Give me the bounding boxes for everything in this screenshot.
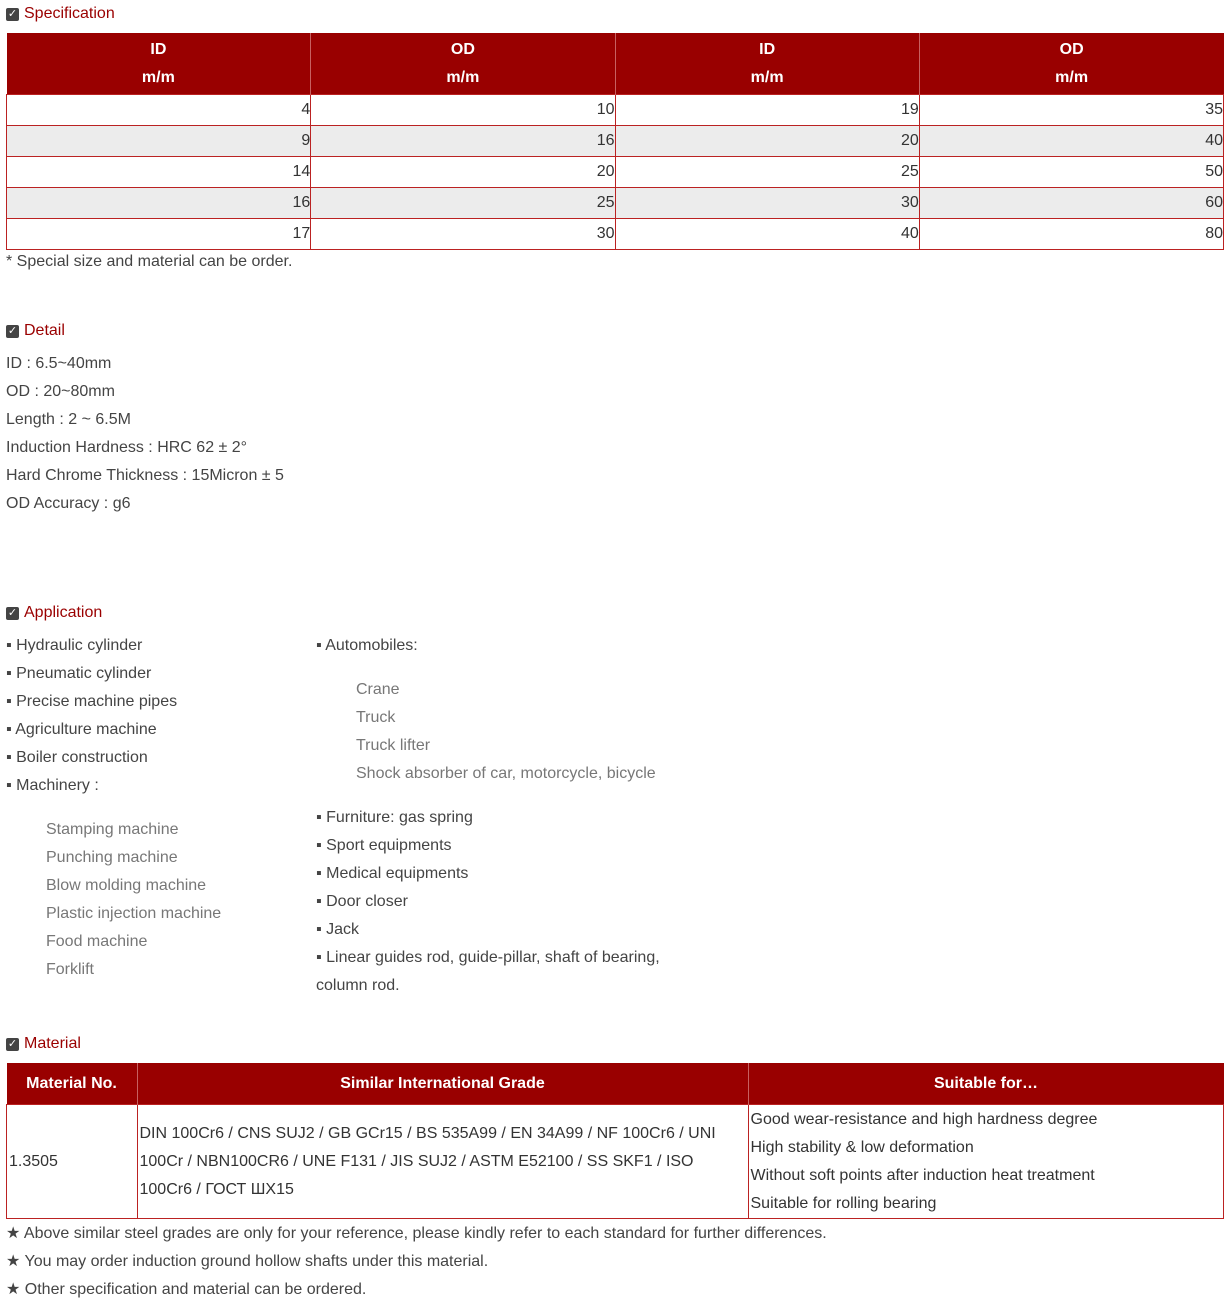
spec-title-text: Specification	[24, 5, 115, 22]
table-cell: 60	[919, 188, 1223, 219]
table-cell: 30	[615, 188, 919, 219]
application-item: ▪ Precise machine pipes	[6, 693, 178, 710]
table-row	[7, 1105, 1224, 1219]
application-item: ▪ Sport equipments	[316, 837, 452, 854]
application-subitem: Stamping machine	[46, 821, 179, 838]
application-subitem: Plastic injection machine	[46, 905, 222, 922]
check-box-icon: ✓	[7, 324, 18, 337]
spec-header-id-2: ID m/m	[615, 33, 919, 95]
material-note: ★ You may order induction ground hollow shafts under this material.	[6, 1253, 489, 1270]
application-subitem: Crane	[356, 681, 400, 698]
material-section-title	[6, 1035, 81, 1053]
detail-line: OD Accuracy : g6	[6, 495, 131, 512]
material-table	[6, 1063, 1224, 1219]
material-note: ★ Above similar steel grades are only for your reference, please kindly refer to each standard for further differences.	[6, 1225, 827, 1242]
table-cell: 50	[919, 157, 1223, 188]
application-subitem: Shock absorber of car, motorcycle, bicycle	[356, 765, 656, 782]
table-row	[7, 188, 1224, 219]
table-row	[7, 95, 1224, 126]
application-item: ▪ Jack	[316, 921, 360, 938]
application-item: ▪ Furniture: gas spring	[316, 809, 473, 826]
table-cell: 20	[311, 157, 615, 188]
application-subitem: Forklift	[46, 961, 94, 978]
application-item: ▪ Automobiles:	[316, 637, 418, 654]
application-item: ▪ Machinery :	[6, 777, 99, 794]
grade-line: 100Cr6 / ГОСТ ШХ15	[139, 1180, 294, 1198]
table-cell: 30	[311, 219, 615, 250]
application-item: ▪ Hydraulic cylinder	[6, 637, 143, 654]
table-cell: 25	[311, 188, 615, 219]
table-cell: 4	[7, 95, 311, 126]
table-cell: 40	[919, 126, 1223, 157]
material-suitable-cell	[748, 1105, 1224, 1219]
table-cell: 20	[615, 126, 919, 157]
table-cell: 35	[919, 95, 1223, 126]
spec-header-id-1: ID m/m	[7, 33, 311, 95]
spec-note: * Special size and material can be order.	[6, 253, 293, 270]
table-row	[7, 157, 1224, 188]
material-number-cell: 1.3505	[7, 1105, 138, 1219]
table-cell: 16	[7, 188, 311, 219]
table-cell: 10	[311, 95, 615, 126]
detail-title-text: Detail	[24, 322, 65, 339]
spec-header-od-2: OD m/m	[919, 33, 1223, 95]
application-subitem: Blow molding machine	[46, 877, 207, 894]
application-subitem: Truck	[356, 709, 396, 726]
spec-section-title	[6, 5, 115, 23]
spec-table	[6, 33, 1224, 250]
material-header-suitable: Suitable for…	[748, 1063, 1224, 1105]
application-item: ▪ Agriculture machine	[6, 721, 157, 738]
spec-header-od-1: OD m/m	[311, 33, 615, 95]
grade-line: DIN 100Cr6 / CNS SUJ2 / GB GCr15 / BS 535A99 / EN 34A99 / NF 100Cr6 / UNI	[139, 1124, 716, 1142]
table-cell: 16	[311, 126, 615, 157]
application-subitem: Food machine	[46, 933, 148, 950]
check-box-icon: ✓	[7, 7, 18, 20]
application-item: ▪ Linear guides rod, guide-pillar, shaft of bearing,	[316, 949, 660, 966]
detail-section-title	[6, 322, 65, 340]
table-cell: 25	[615, 157, 919, 188]
table-row	[7, 126, 1224, 157]
application-item: ▪ Door closer	[316, 893, 408, 910]
table-cell: 80	[919, 219, 1223, 250]
detail-line: OD : 20~80mm	[6, 383, 115, 400]
application-item: ▪ Pneumatic cylinder	[6, 665, 152, 682]
grade-line: 100Cr / NBN100CR6 / UNE F131 / JIS SUJ2 / ASTM E52100 / SS SKF1 / ISO	[139, 1152, 694, 1170]
suitable-line: High stability & low deformation	[750, 1138, 974, 1156]
check-box-icon: ✓	[7, 1037, 18, 1050]
material-header-number: Material No.	[7, 1063, 138, 1105]
material-header-grade: Similar International Grade	[137, 1063, 748, 1105]
suitable-line: Without soft points after induction heat treatment	[750, 1166, 1095, 1184]
application-item: ▪ Medical equipments	[316, 865, 469, 882]
suitable-line: Suitable for rolling bearing	[750, 1194, 937, 1212]
application-subitem: Punching machine	[46, 849, 178, 866]
check-box-icon: ✓	[7, 606, 18, 619]
table-cell: 40	[615, 219, 919, 250]
application-item: column rod.	[316, 977, 400, 994]
material-note: ★ Other specification and material can be ordered.	[6, 1281, 367, 1298]
suitable-line: Good wear-resistance and high hardness degree	[750, 1110, 1098, 1128]
spec-header-row	[7, 33, 1224, 95]
table-cell: 9	[7, 126, 311, 157]
detail-line: Length : 2 ~ 6.5M	[6, 411, 131, 428]
detail-line: Induction Hardness : HRC 62 ± 2°	[6, 439, 248, 456]
application-title-text: Application	[24, 604, 103, 621]
table-cell: 17	[7, 219, 311, 250]
material-title-text: Material	[24, 1035, 81, 1052]
table-cell: 14	[7, 157, 311, 188]
application-subitem: Truck lifter	[356, 737, 431, 754]
detail-line: Hard Chrome Thickness : 15Micron ± 5	[6, 467, 284, 484]
material-header-row	[7, 1063, 1224, 1105]
material-grade-cell	[137, 1105, 748, 1219]
application-item: ▪ Boiler construction	[6, 749, 148, 766]
application-section-title	[6, 604, 102, 622]
detail-line: ID : 6.5~40mm	[6, 355, 112, 372]
table-cell: 19	[615, 95, 919, 126]
table-row	[7, 219, 1224, 250]
